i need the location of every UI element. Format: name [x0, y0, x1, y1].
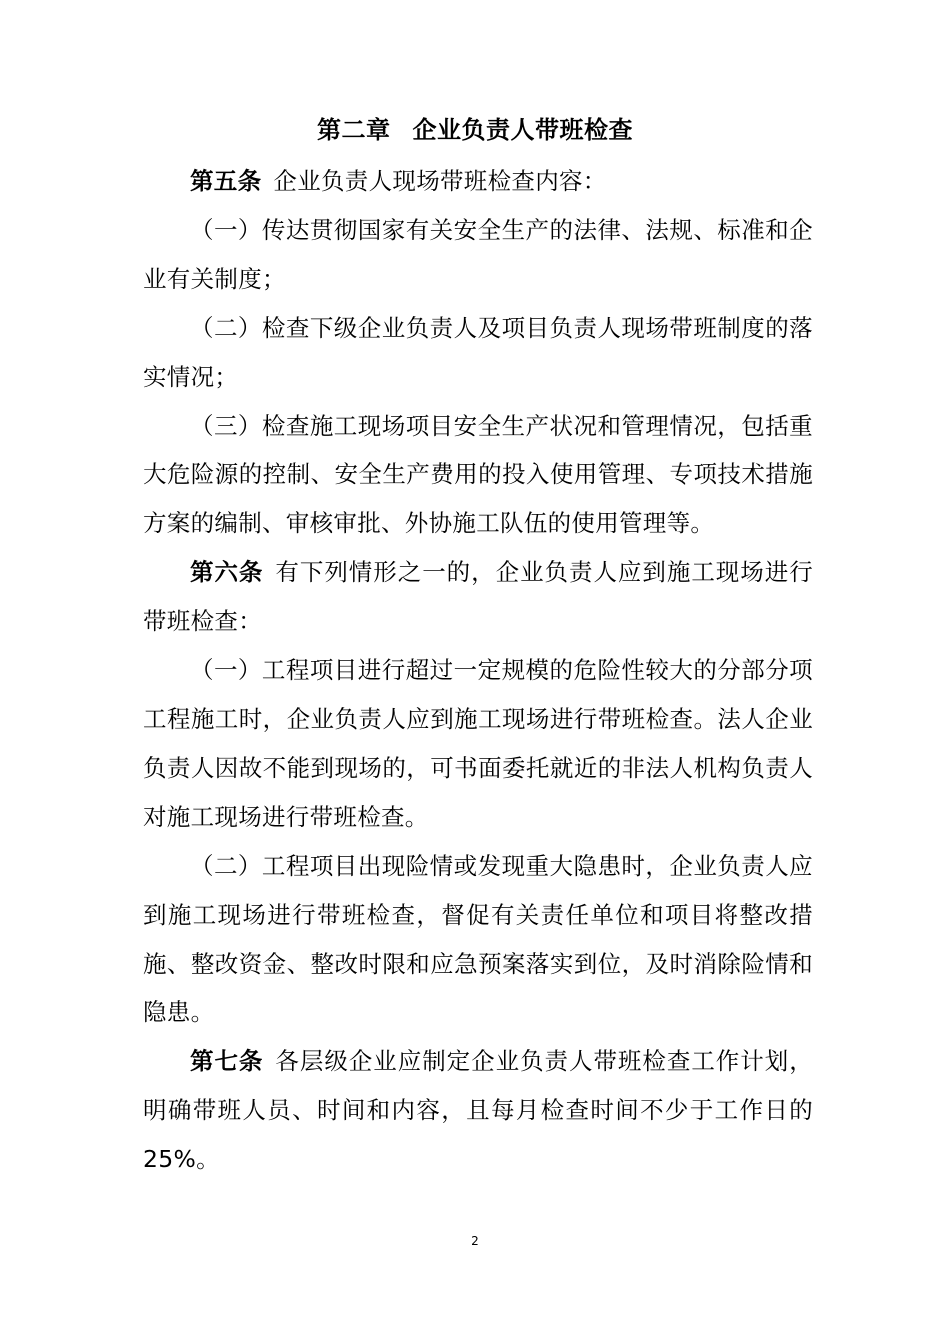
- paragraph-article-6: [143, 548, 813, 646]
- paragraph-text: （一）工程项目进行超过一定规模的危险性较大的分部分项工程施工时，企业负责人应到施工现场进行带班检查。法人企业负责人因故不能到现场的，可书面委托就近的非法人机构负责人对施工现场进行带班检查。: [143, 656, 813, 831]
- document-body: [143, 157, 813, 1184]
- page-number: 2: [471, 1234, 479, 1248]
- chapter-heading: [0, 108, 950, 152]
- paragraph-text: （二）工程项目出现险情或发现重大隐患时，企业负责人应到施工现场进行带班检查，督促有关责任单位和项目将整改措施、整改资金、整改时限和应急预案落实到位，及时消除险情和隐患。: [143, 851, 813, 1027]
- paragraph-item: [143, 842, 813, 1038]
- chapter-number: 第二章: [317, 116, 391, 144]
- article-number: 第七条: [190, 1047, 264, 1076]
- article-number: 第五条: [190, 167, 262, 195]
- paragraph-text: 各层级企业应制定企业负责人带班检查工作计划，明确带班人员、时间和内容，且每月检查时间不少于工作日的25%。: [143, 1047, 813, 1174]
- paragraph-article-7: [143, 1037, 813, 1184]
- paragraph-item: [143, 206, 813, 304]
- paragraph-text: （三）检查施工现场项目安全生产状况和管理情况，包括重大危险源的控制、安全生产费用的投入使用管理、专项技术措施方案的编制、审核审批、外协施工队伍的使用管理等。: [143, 411, 813, 538]
- paragraph-article-5: [143, 157, 813, 206]
- chapter-title: 企业负责人带班检查: [412, 116, 633, 144]
- article-number: 第六条: [190, 558, 264, 587]
- paragraph-item: [143, 304, 813, 402]
- paragraph-text: 有下列情形之一的，企业负责人应到施工现场进行带班检查：: [143, 558, 813, 636]
- paragraph-item: [143, 646, 813, 842]
- paragraph-text: 企业负责人现场带班检查内容：: [273, 167, 607, 195]
- paragraph-text: （一）传达贯彻国家有关安全生产的法律、法规、标准和企业有关制度；: [143, 215, 813, 293]
- paragraph-text: （二）检查下级企业负责人及项目负责人现场带班制度的落实情况；: [143, 313, 813, 391]
- paragraph-item: [143, 402, 813, 549]
